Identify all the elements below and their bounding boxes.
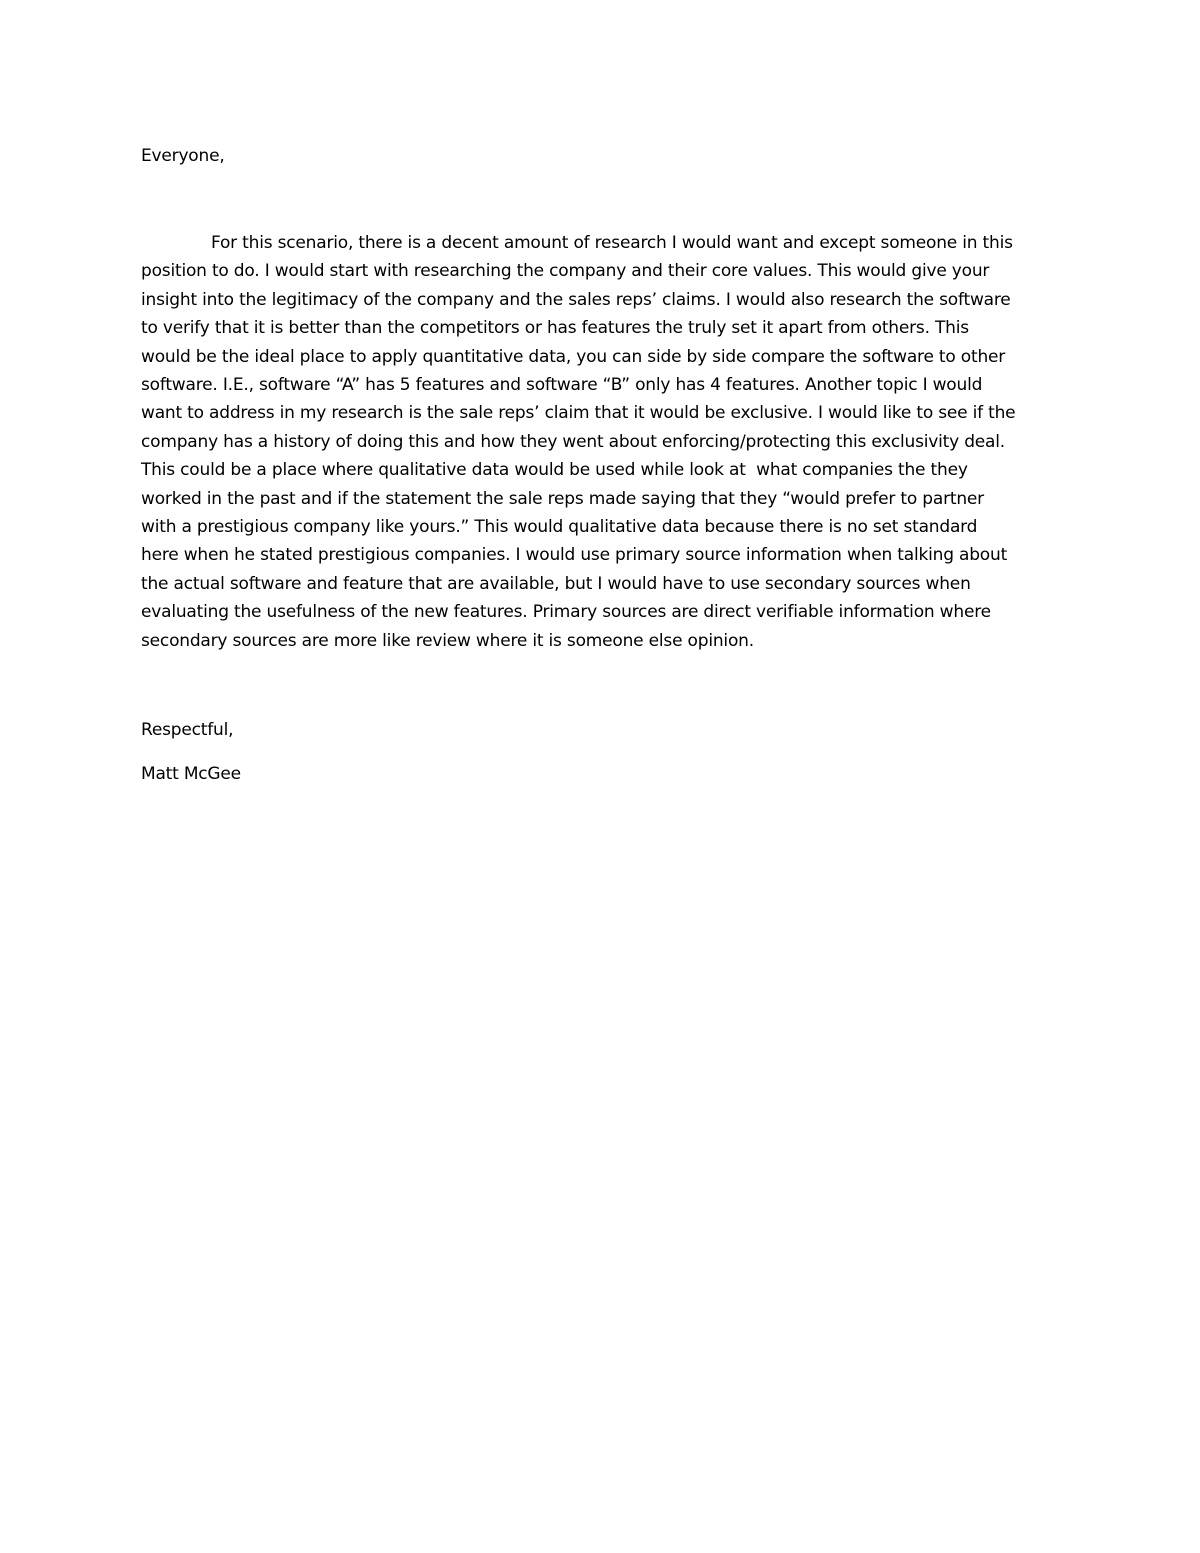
body-paragraph [141, 229, 1061, 655]
body-line: evaluating the usefulness of the new features. Primary sources are direct verifiable information where [141, 602, 991, 623]
body-line: position to do. I would start with researching the company and their core values. This would give your [141, 261, 990, 282]
body-line: company has a history of doing this and how they went about enforcing/protecting this exclusivity deal. [141, 431, 1006, 452]
signature-name: Matt McGee [141, 764, 241, 784]
body-line: here when he stated prestigious companies. I would use primary source information when talking about [141, 545, 1008, 566]
body-line: software. I.E., software “A” has 5 features and software “B” only has 4 features. Another topic I would [141, 375, 983, 396]
body-line: would be the ideal place to apply quantitative data, you can side by side compare the software to other [141, 346, 1006, 367]
body-line: worked in the past and if the statement the sale reps made saying that they “would prefer to partner [141, 488, 984, 509]
body-line: want to address in my research is the sale reps’ claim that it would be exclusive. I would like to see if the [141, 403, 1016, 424]
salutation: Everyone, [141, 146, 225, 166]
body-line: the actual software and feature that are available, but I would have to use secondary sources when [141, 573, 971, 594]
body-line: This could be a place where qualitative data would be used while look at what companies the they [141, 460, 968, 481]
body-line: to verify that it is better than the competitors or has features the truly set it apart from others. This [141, 318, 969, 339]
body-line: secondary sources are more like review where it is someone else opinion. [141, 630, 754, 651]
closing: Respectful, [141, 720, 234, 740]
body-line: insight into the legitimacy of the company and the sales reps’ claims. I would also research the software [141, 289, 1011, 310]
body-line: with a prestigious company like yours.” This would qualitative data because there is no set standard [141, 517, 978, 538]
body-line: For this scenario, there is a decent amount of research I would want and except someone in this [211, 233, 1013, 253]
